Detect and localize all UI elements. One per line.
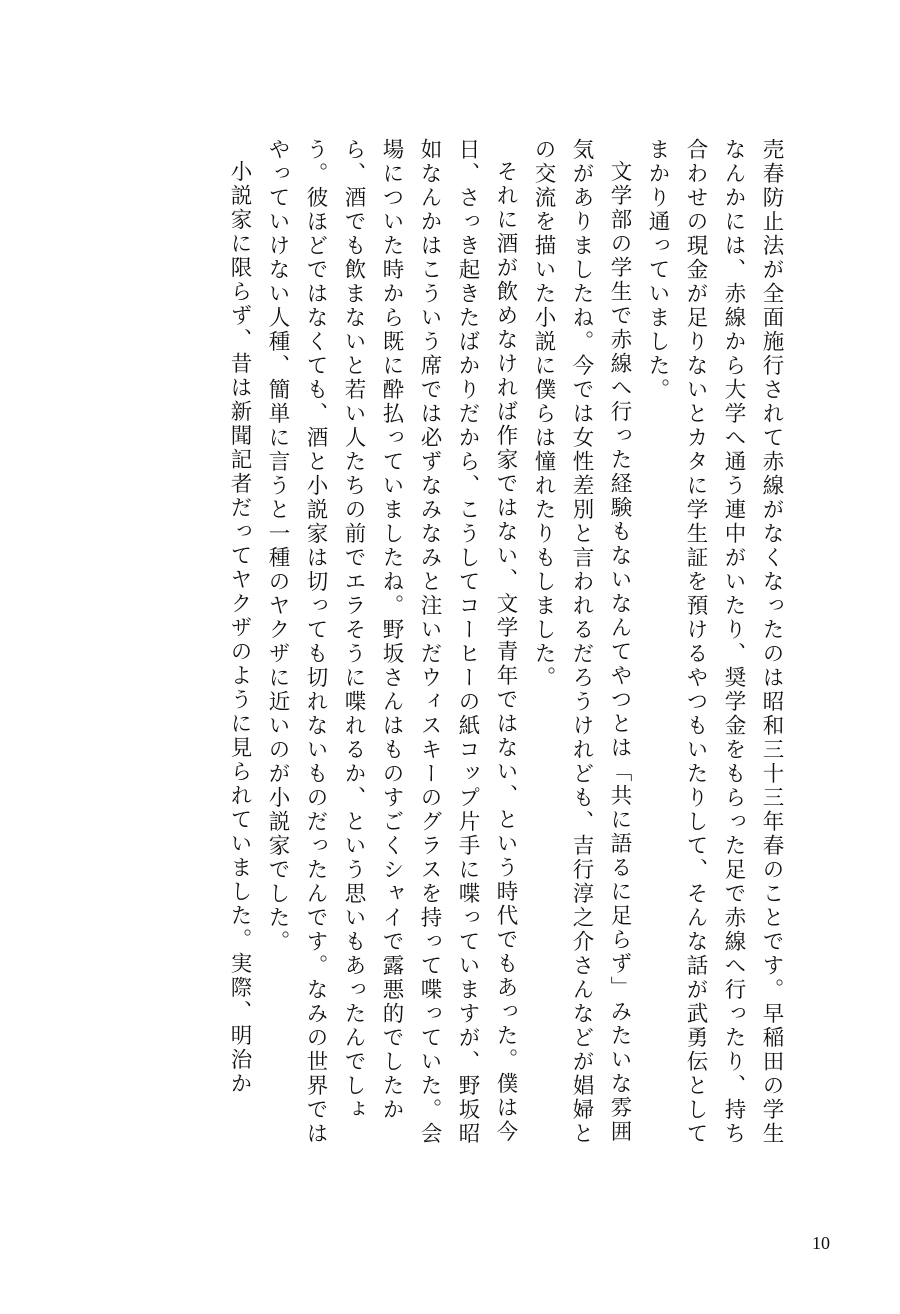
page-number: 10 bbox=[812, 1233, 830, 1253]
paragraph-1: 売春防止法が全面施行されて赤線がなくなったのは昭和三十三年春のことです。早稲田の学生なんかには、赤線から大学へ通う連中がいたり、奨学金をもらった足で赤線へ行ったり、持ち合わせの現金が足りないとカタに学生証を預けるやつもいたりして、そんな話が武勇伝としてまかり通っていました。 bbox=[645, 138, 784, 1146]
vertical-text-body bbox=[110, 138, 790, 1148]
paragraph-4: 小説家に限らず、昔は新聞記者だってヤクザのように見られていました。実際、明治か bbox=[227, 159, 252, 1096]
paragraph-2: 文学部の学生で赤線へ行った経験もないなんてやつとは「共に語るに足らず」みたいな雰囲気がありましたね。今では女性差別と言われるだろうけれども、吉行淳之介さんなどが娼婦との交流を描いた小説に僕らは憧れたりもしました。 bbox=[531, 138, 632, 1146]
paragraph-3: それに酒が飲めなければ作家ではない、文学青年ではない、という時代でもあった。僕は今日、さっき起きたばかりだから、こうしてコーヒーの紙コップ片手に喋っていますが、野坂昭如なんかはこういう席では必ずなみなみと注いだウィスキーのグラスを持って喋っていた。会場についた時から既に酔払っていましたね。野坂さんはものすごくシャイで露悪的でしたから、酒でも飲まないと若い人たちの前でエラそうに喋れるか、という思いもあったんでしょう。彼ほどではなくても、酒と小説家は切っても切れないものだったんです。なみの世界ではやっていけない人種、簡単に言うと一種のヤクザに近いのが小説家でした。 bbox=[265, 138, 518, 1146]
